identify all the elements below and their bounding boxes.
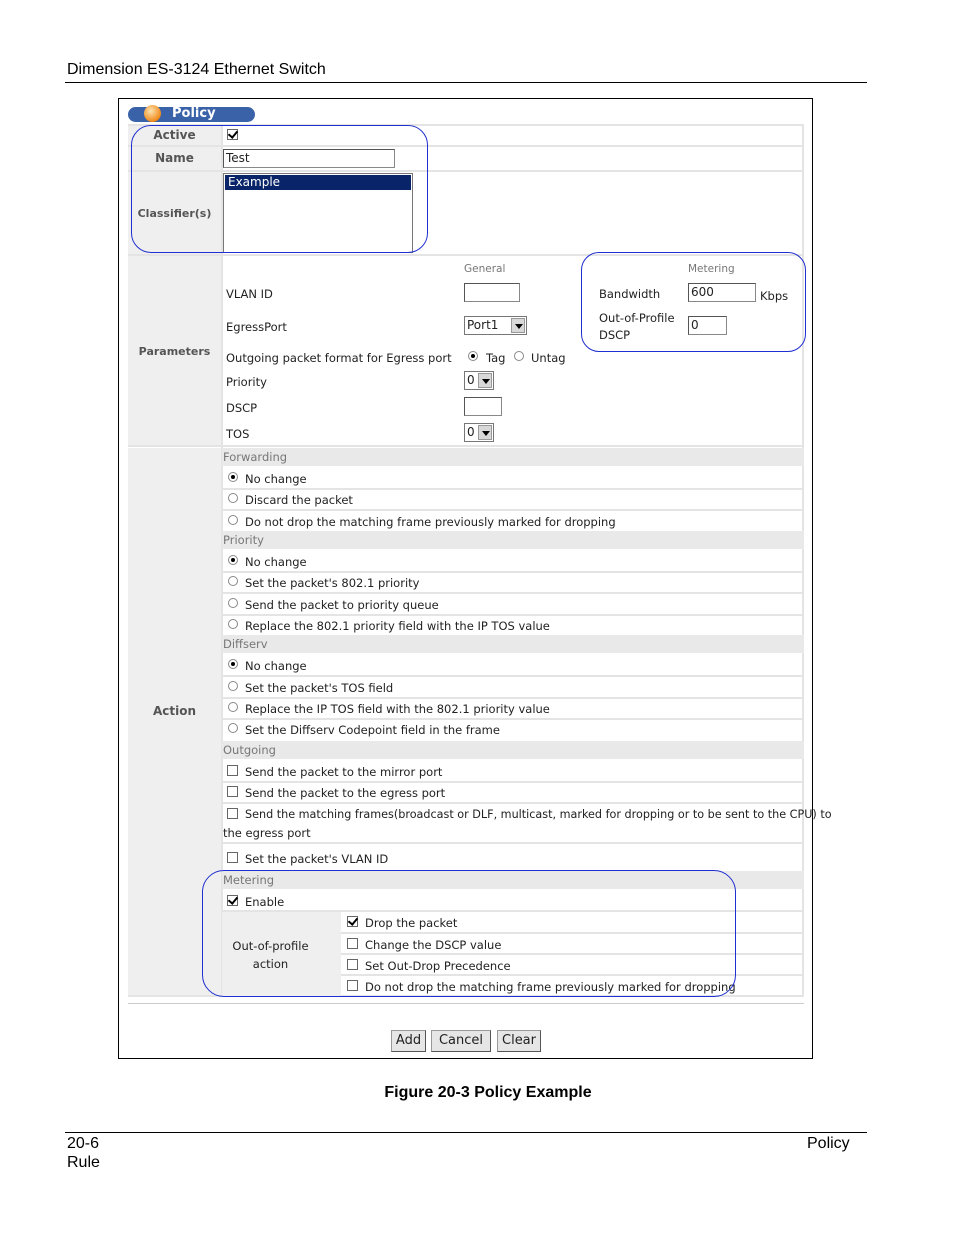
forwarding-option-label: No change [245,472,307,486]
egress-port-value: Port1 [467,318,499,332]
metering-option-label: Change the DSCP value [365,938,502,952]
metering-option-label: Drop the packet [365,916,458,930]
priority-option-label: Send the packet to priority queue [245,598,439,612]
bandwidth-label: Bandwidth [599,287,661,301]
diffserv-no-change-radio[interactable] [228,659,238,669]
policy-tab-label: Policy [172,106,216,121]
footer-section: Policy [807,1135,850,1152]
footer-page-number: 20-6 [67,1135,100,1152]
priority-no-change-radio[interactable] [228,555,238,565]
vlan-id-label: VLAN ID [226,287,273,301]
priority-set-8021-radio[interactable] [228,576,238,586]
chevron-down-icon [478,373,492,388]
name-input[interactable]: Test [223,149,395,168]
diffserv-option-label: Replace the IP TOS field with the 802.1 priority value [245,702,550,716]
metering-section-title: Metering [223,873,275,887]
priority-label: Priority [226,375,267,389]
forwarding-no-change-radio[interactable] [228,472,238,482]
action-label: Action [152,704,197,718]
priority-replace-tos-radio[interactable] [228,619,238,629]
outgoing-vlan-id-label: Set the packet's VLAN ID [245,852,389,866]
priority-section [222,531,804,549]
diffserv-set-codepoint-radio[interactable] [228,723,238,733]
metering-option-label: Do not drop the matching frame previously marked for dropping [365,980,736,994]
oop-action-label-1: Out-of-profile [232,939,309,953]
tos-label: TOS [226,427,250,441]
outgoing-vlan-id-checkbox[interactable] [227,852,238,863]
policy-tab[interactable] [128,107,255,122]
egress-port-select[interactable] [464,316,527,335]
outgoing-matching-frames-label: Send the matching frames(broadcast or DLF, multicast, marked for dropping or to be sent to the CPU) to [245,808,832,821]
tag-label: Tag [486,351,506,365]
metering-header: Metering [688,263,735,275]
outgoing-title: Outgoing [223,743,276,757]
metering-option-label: Set Out-Drop Precedence [365,959,511,973]
priority-option-label: No change [245,555,307,569]
general-header: General [464,263,506,275]
diffserv-option-label: Set the packet's TOS field [245,681,394,695]
diffserv-replace-ip-tos-radio[interactable] [228,702,238,712]
name-label: Name [155,151,194,165]
chevron-down-icon [478,425,492,440]
kbps-label: Kbps [760,289,789,303]
dscp-label: DSCP [226,401,258,415]
figure-caption: Figure 20-3 Policy Example [384,1084,592,1101]
diffserv-set-tos-radio[interactable] [228,681,238,691]
tos-value: 0 [467,425,475,439]
oop-action-label-2: action [252,957,289,971]
forwarding-title: Forwarding [223,450,288,464]
out-of-profile-dscp-label: DSCP [599,328,631,342]
footer-subsection: Rule [67,1154,100,1171]
tag-radio[interactable] [468,351,478,361]
untag-radio[interactable] [514,351,524,361]
priority-value: 0 [467,373,475,387]
outgoing-section [222,741,804,759]
forwarding-option-label: Do not drop the matching frame previously marked for dropping [245,515,616,529]
diffserv-title: Diffserv [223,637,268,651]
outgoing-egress-label: Send the packet to the egress port [245,786,446,800]
header-rule [65,82,867,83]
outgoing-egress-checkbox[interactable] [227,786,238,797]
diffserv-option-label: No change [245,659,307,673]
highlight-oval-metering-action [202,870,736,997]
highlight-oval-metering-params [581,252,806,352]
highlight-oval-general [131,125,428,253]
classifiers-label: Classifier(s) [137,207,212,220]
cancel-button[interactable]: Cancel [431,1030,491,1052]
out-of-profile-label: Out-of-Profile [599,311,675,325]
egress-port-label: EgressPort [226,320,287,334]
metering-enable-label: Enable [245,895,285,909]
priority-queue-radio[interactable] [228,598,238,608]
tos-select[interactable] [464,423,494,442]
clear-button[interactable]: Clear [497,1030,541,1052]
parameters-label: Parameters [138,345,211,358]
active-label: Active [153,128,196,142]
dscp-input[interactable] [464,397,502,416]
priority-section-title: Priority [223,533,264,547]
policy-orb-icon [144,105,161,122]
outgoing-matching-frames-label-cont: the egress port [223,826,311,840]
forwarding-option-label: Discard the packet [245,493,353,507]
forwarding-do-not-drop-radio[interactable] [228,515,238,525]
add-button[interactable]: Add [391,1030,426,1052]
classifier-item-selected[interactable]: Example [225,175,411,190]
bandwidth-input[interactable]: 600 [688,283,756,302]
priority-option-label: Replace the 802.1 priority field with the IP TOS value [245,619,550,633]
untag-label: Untag [531,351,566,365]
forwarding-section [222,448,804,466]
footer-rule [65,1132,867,1133]
out-of-profile-dscp-input[interactable]: 0 [688,316,727,335]
vlan-id-input[interactable] [464,283,520,302]
outgoing-mirror-label: Send the packet to the mirror port [245,765,443,779]
outgoing-format-label: Outgoing packet format for Egress port [226,351,452,365]
priority-select[interactable] [464,371,494,390]
document-header-title: Dimension ES-3124 Ethernet Switch [67,61,326,78]
priority-option-label: Set the packet's 802.1 priority [245,576,420,590]
outgoing-matching-frames-checkbox[interactable] [227,808,238,819]
forwarding-discard-radio[interactable] [228,493,238,503]
diffserv-section [222,635,804,653]
outgoing-mirror-checkbox[interactable] [227,765,238,776]
chevron-down-icon [511,318,525,333]
diffserv-option-label: Set the Diffserv Codepoint field in the frame [245,723,500,737]
